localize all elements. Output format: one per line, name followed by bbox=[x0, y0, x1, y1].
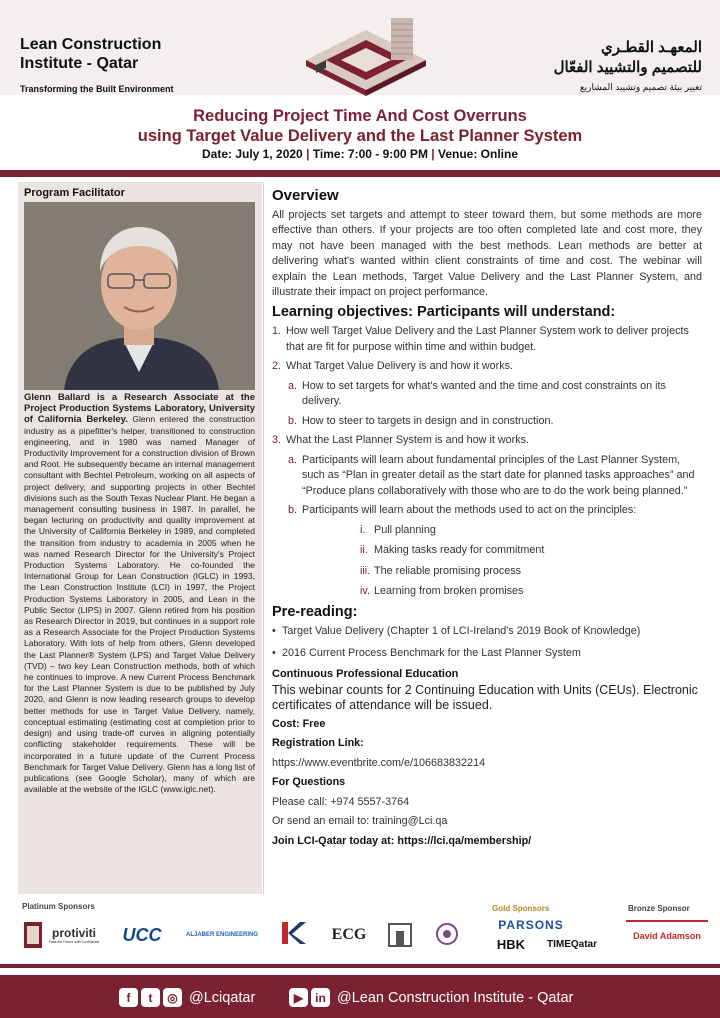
prereading-text: 2016 Current Process Benchmark for the Last Planner System bbox=[282, 646, 581, 659]
objective-subsubitem bbox=[360, 523, 702, 539]
objective-number: 3. bbox=[272, 434, 282, 446]
objective-item bbox=[272, 359, 702, 375]
overview-heading: Overview bbox=[272, 187, 339, 204]
youtube-icon[interactable]: ▶ bbox=[289, 988, 308, 1007]
main-content bbox=[272, 188, 702, 853]
separator: | bbox=[431, 147, 435, 161]
facebook-icon[interactable]: f bbox=[119, 988, 138, 1007]
objective-subsubitem bbox=[360, 584, 702, 600]
org-name-arabic-line2: للتصميم والتشييد الفعّال bbox=[553, 59, 702, 76]
org-name bbox=[20, 35, 161, 73]
registration-heading: Registration Link: bbox=[272, 737, 364, 749]
social-handle[interactable]: @Lciqatar bbox=[189, 989, 256, 1006]
objective-subitem bbox=[288, 503, 702, 519]
sponsor-ucc-logo: UCC bbox=[122, 924, 162, 945]
instagram-icon[interactable]: ◎ bbox=[163, 988, 182, 1007]
cpe-heading: Continuous Professional Education bbox=[272, 668, 459, 680]
column-divider bbox=[263, 182, 264, 894]
facilitator-bio-text: Glenn entered the construction industry as a pipefitter's helper, transitioned to construction engineering, and in 1980 was named Manager of Productivity Improvement for a construction division of Brown and Root. He subsequently became an internal management consultant with Bechtel Petroleum, working on all aspects of project delivery, and supporting projects in other Bechtel divisions such as the South Texas Nuclear Plant. He began a management consulting business in 1987. In parallel, he began lecturing on productivity and quality improvement at the University of California Berkeley in 1989, and completed the transition from industry to academia in 2005 when he was named Research Director for the University's Project Production Systems Laboratory. He co-founded the International Group for Lean Construction (IGLC) in 1993, the Lean Construction Institute (LCI) in 1997, the Project Production Systems Laboratory in 2005, and Lean in the Public Sector (LIPS) in 2007. Glenn retired from his position as Research Director in 2019, but continues in a support role as a Research Associate for the Project Production Systems Laboratory. With lots of help from others, Glenn developed the Last Planner® System (LPS) and Target Value Delivery (TVD) – two key Lean Construction methods, both of which he continues to improve. A new Current Process Benchmark for the Last Planner System is due to be published by July 2020, and Glenn is now leading research groups to develop better methods for use in Target Value Delivery, namely, conceptual estimating (estimating cost at completion prior to design) and using trade-off curves in aligning potentially conflicting stakeholder requirements. These will be incorporated in a future update of the Current Process Benchmark for Target Value Delivery. Glenn has a long list of publications (see Google Scholar), many of which are available at the website of the IGLC (www.iglc.net). bbox=[24, 414, 255, 795]
facilitator-name: Glenn Ballard bbox=[24, 392, 91, 403]
objective-subsubitem bbox=[360, 543, 702, 559]
facilitator-affiliation: is a Research Associate at the Project Production Systems Laboratory, University of California Berkeley. bbox=[24, 392, 255, 426]
cpe-text: This webinar counts for 2 Continuing Education with Units (CEUs). Electronic certificates of attendance will be issued. bbox=[272, 682, 698, 712]
twitter-icon[interactable]: t bbox=[141, 988, 160, 1007]
sponsor-aljaber-logo: ALJABER ENGINEERING bbox=[186, 932, 259, 938]
objective-text: Learning from broken promises bbox=[374, 585, 524, 597]
objective-text: Making tasks ready for commitment bbox=[374, 544, 545, 556]
org-tagline-arabic: تغيير بيئة تصميم وتشييد المشاريع bbox=[579, 82, 702, 92]
objective-text: Participants will learn about fundamental principles of the Last Planner System, such as “Plan in greater detail as the start date for planned tasks approaches” and “Produce plans collaboratively with those who are to do the work being planned.” bbox=[302, 453, 695, 497]
objective-number: a. bbox=[288, 379, 298, 392]
prereading-heading: Pre-reading: bbox=[272, 603, 358, 620]
prereading-item bbox=[272, 624, 702, 640]
lci-qatar-logo bbox=[296, 10, 436, 96]
top-divider bbox=[0, 170, 720, 177]
event-venue: Venue: Online bbox=[437, 147, 518, 161]
social-page-name[interactable]: @Lean Construction Institute - Qatar bbox=[337, 989, 574, 1006]
objective-text: The reliable promising process bbox=[374, 564, 522, 577]
linkedin-icon[interactable]: in bbox=[311, 988, 330, 1007]
objective-number: b. bbox=[288, 504, 298, 516]
facilitator-label: Program Facilitator bbox=[24, 187, 125, 199]
objective-text: Pull planning bbox=[374, 523, 436, 536]
sponsor-david-adamson-logo: David Adamson bbox=[626, 920, 708, 950]
sponsor-name: protiviti bbox=[52, 926, 96, 940]
objective-number: i. bbox=[360, 523, 366, 536]
org-name-line2: Institute - Qatar bbox=[20, 55, 139, 72]
social-pages bbox=[289, 988, 573, 1007]
objective-subitem bbox=[288, 453, 702, 500]
separator: | bbox=[306, 147, 310, 161]
sponsor-slogan: Face the Future with Confidence bbox=[48, 940, 100, 944]
event-title bbox=[0, 106, 720, 146]
membership-link[interactable]: Join LCI-Qatar today at: https://lci.qa/membership/ bbox=[272, 834, 532, 847]
objective-item bbox=[272, 433, 702, 449]
objective-number: b. bbox=[288, 414, 298, 427]
questions-heading: For Questions bbox=[272, 776, 346, 788]
sponsor-protiviti-logo bbox=[48, 918, 100, 952]
event-time: Time: 7:00 - 9:00 PM bbox=[312, 147, 428, 161]
registration-link[interactable]: https://www.eventbrite.com/e/106683832214 bbox=[272, 756, 486, 769]
objective-number: 2. bbox=[272, 360, 282, 372]
sponsor-hbk-logo: HBK bbox=[496, 936, 526, 952]
objective-text: What the Last Planner System is and how it works. bbox=[286, 434, 530, 446]
objective-number: iii. bbox=[360, 564, 371, 577]
sponsor-parsons-logo: PARSONS bbox=[498, 918, 564, 932]
org-name-arabic-line1: المعهـد القطـري bbox=[600, 39, 702, 56]
bullet: • bbox=[272, 625, 276, 637]
social-handles bbox=[119, 988, 255, 1007]
objective-number: iv. bbox=[360, 585, 370, 597]
facilitator-photo bbox=[24, 202, 255, 390]
contact-phone: Please call: +974 5557-3764 bbox=[272, 795, 410, 808]
objective-text: How to steer to targets in design and in construction. bbox=[302, 414, 554, 427]
objective-text: How to set targets for what's wanted and the time and cost constraints on its delivery. bbox=[302, 379, 666, 407]
objective-number: a. bbox=[288, 453, 298, 466]
sponsor-arch-logo bbox=[380, 918, 420, 952]
sponsor-ecg-logo: ECG bbox=[331, 926, 367, 943]
platinum-sponsors-label: Platinum Sponsors bbox=[22, 902, 95, 911]
objectives-heading: Learning objectives: Participants will understand: bbox=[272, 303, 616, 320]
objective-subsubitem bbox=[360, 564, 702, 580]
event-title-line2: using Target Value Delivery and the Last Planner System bbox=[137, 127, 583, 145]
bullet: • bbox=[272, 646, 276, 659]
gold-sponsors-label: Gold Sponsors bbox=[492, 904, 550, 913]
objective-number: ii. bbox=[360, 544, 368, 556]
org-tagline: Transforming the Built Environment bbox=[20, 84, 174, 94]
objective-text: Participants will learn about the methods used to act on the principles: bbox=[302, 504, 637, 516]
facilitator-bio bbox=[24, 392, 255, 795]
bottom-divider bbox=[0, 964, 720, 968]
objective-text: What Target Value Delivery is and how it works. bbox=[286, 360, 514, 372]
prereading-item bbox=[272, 646, 702, 662]
contact-email[interactable]: Or send an email to: training@Lci.qa bbox=[272, 815, 448, 827]
objective-subitem bbox=[288, 379, 702, 410]
event-details bbox=[0, 147, 720, 161]
objective-text: How well Target Value Delivery and the Last Planner System work to deliver projects that are fit for purpose within time and within budget. bbox=[286, 325, 689, 353]
objective-subitem bbox=[288, 414, 702, 430]
sponsor-emblem-logo bbox=[425, 918, 469, 952]
prereading-text: Target Value Delivery (Chapter 1 of LCI-Ireland's 2019 Book of Knowledge) bbox=[282, 625, 641, 637]
sponsor-crest-logo bbox=[22, 918, 44, 952]
bronze-sponsor-label: Bronze Sponsor bbox=[628, 904, 690, 913]
sponsor-timeqatar-logo: TIMEQatar bbox=[546, 938, 597, 950]
org-name-line1: Lean Construction bbox=[20, 36, 162, 53]
objective-item bbox=[272, 324, 702, 355]
overview-text: All projects set targets and attempt to steer toward them, but some methods are more effective than others. If your projects are too often completed late and cost more, they may not have been managed with the best methods. Lean methods are better at delivering what's wanted within client constraints of time and cost. The webinar will explain the Lean methods, Target Value Delivery and the Last Planner System, and illustrate their impact on project performance. bbox=[272, 208, 702, 298]
org-name-arabic bbox=[492, 38, 702, 78]
event-title-line1: Reducing Project Time And Cost Overruns bbox=[193, 107, 527, 125]
cost: Cost: Free bbox=[272, 717, 326, 730]
objective-number: 1. bbox=[272, 325, 282, 337]
event-date: Date: July 1, 2020 bbox=[202, 147, 303, 161]
sponsor-k-logo bbox=[268, 918, 316, 952]
